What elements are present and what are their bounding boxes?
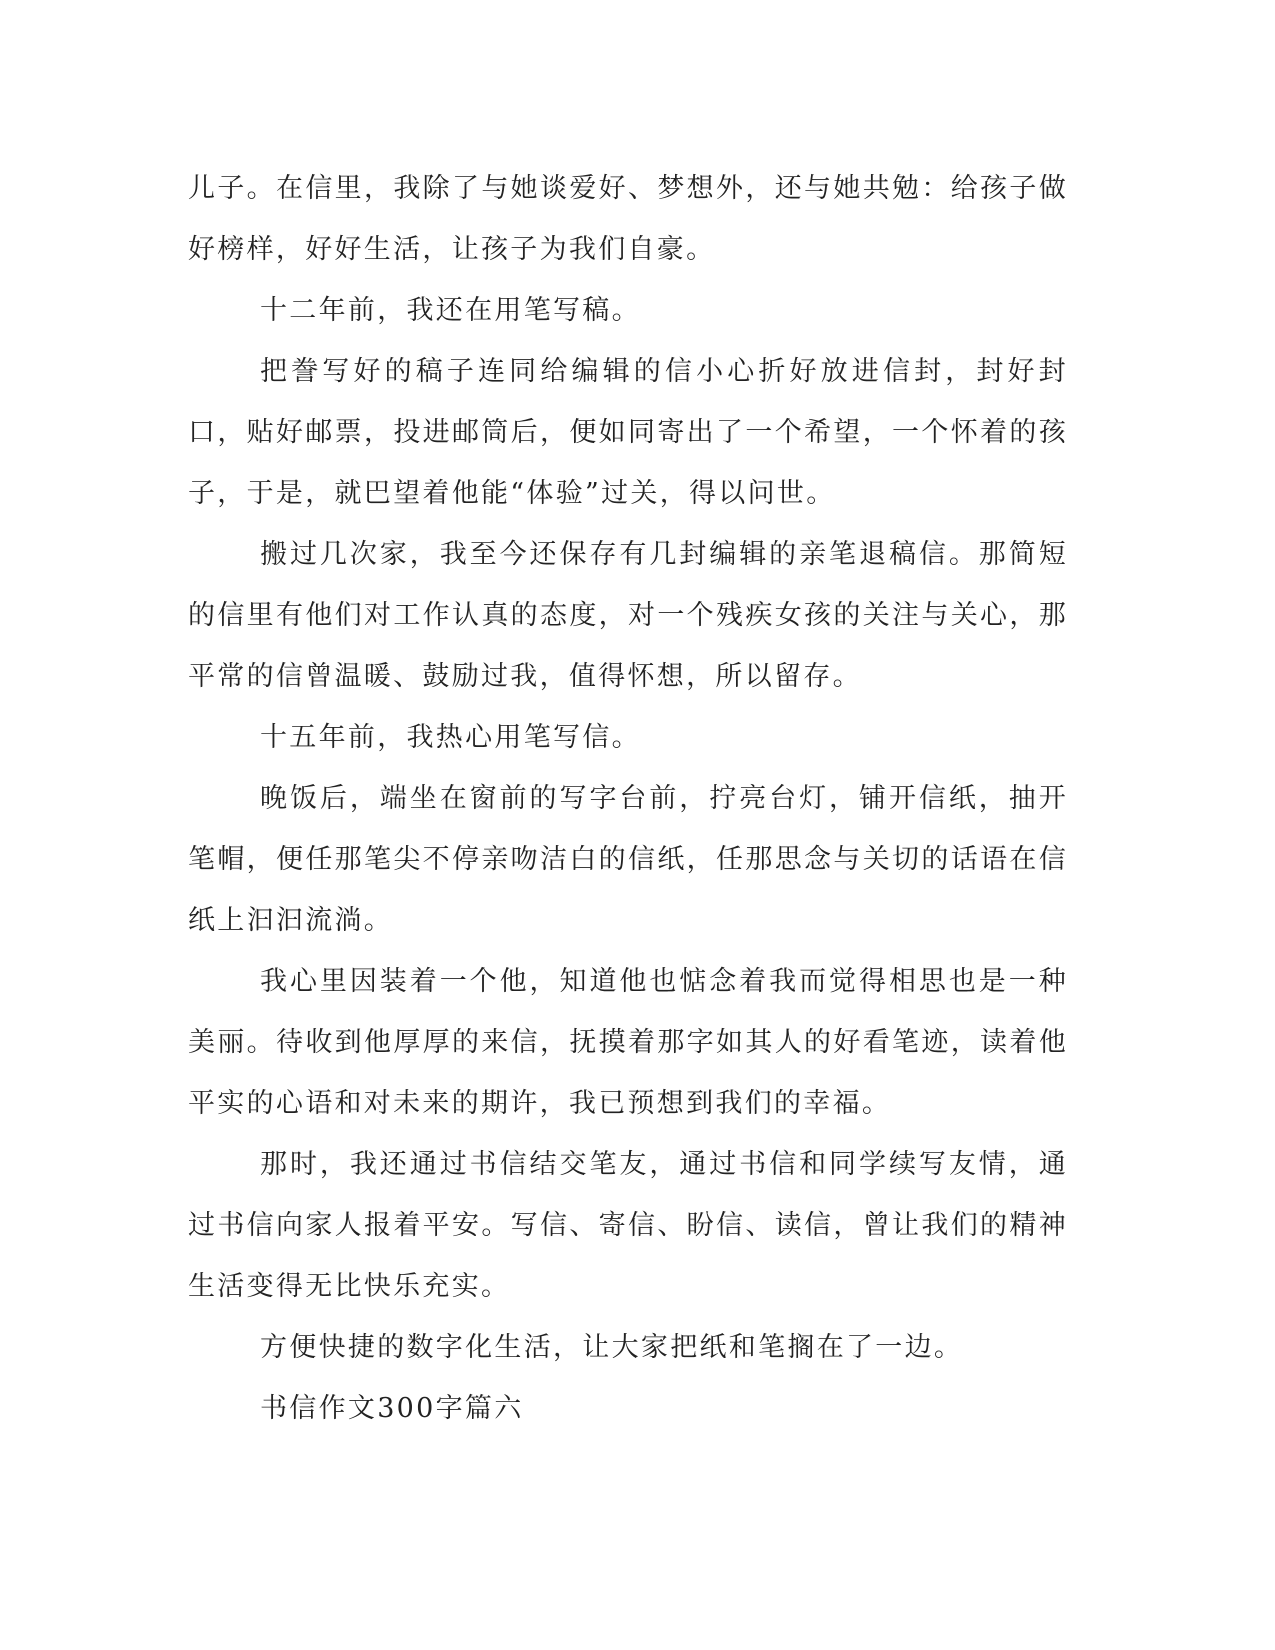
paragraph-continued: 儿子。在信里，我除了与她谈爱好、梦想外，还与她共勉：给孩子做好榜样，好好生活，让孩子为我们自豪。 (188, 173, 1068, 265)
document-body (188, 158, 1068, 1439)
paragraph: 我心里因装着一个他，知道他也惦念着我而觉得相思也是一种美丽。待收到他厚厚的来信，抚摸着那字如其人的好看笔迹，读着他平实的心语和对未来的期许，我已预想到我们的幸福。 (188, 966, 1068, 1119)
paragraph: 那时，我还通过书信结交笔友，通过书信和同学续写友情，通过书信向家人报着平安。写信、寄信、盼信、读信，曾让我们的精神生活变得无比快乐充实。 (188, 1149, 1068, 1302)
paragraph: 晚饭后，端坐在窗前的写字台前，拧亮台灯，铺开信纸，抽开笔帽，便任那笔尖不停亲吻洁白的信纸，任那思念与关切的话语在信纸上汩汩流淌。 (188, 783, 1068, 936)
paragraph: 把誊写好的稿子连同给编辑的信小心折好放进信封，封好封口，贴好邮票，投进邮筒后，便如同寄出了一个希望，一个怀着的孩子，于是，就巴望着他能“体验”过关，得以问世。 (188, 356, 1068, 509)
paragraph: 搬过几次家，我至今还保存有几封编辑的亲笔退稿信。那简短的信里有他们对工作认真的态度，对一个残疾女孩的关注与关心，那平常的信曾温暖、鼓励过我，值得怀想，所以留存。 (188, 539, 1068, 692)
section-heading: 书信作文300字篇六 (260, 1393, 524, 1424)
paragraph: 十二年前，我还在用笔写稿。 (260, 295, 641, 326)
paragraph: 方便快捷的数字化生活，让大家把纸和笔搁在了一边。 (260, 1332, 964, 1363)
paragraph: 十五年前，我热心用笔写信。 (260, 722, 641, 753)
